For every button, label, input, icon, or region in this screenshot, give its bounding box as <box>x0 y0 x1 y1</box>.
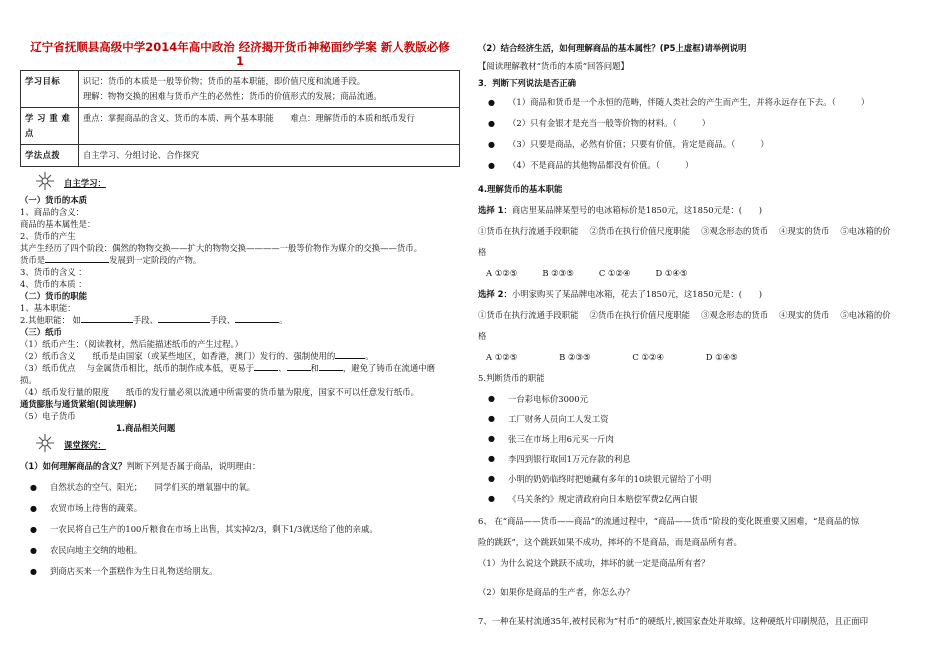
text-line: 1、商品的含义： <box>20 207 84 217</box>
judge-item: ● （4）不是商品的其他物品都没有价值。（ ） <box>478 155 938 176</box>
text-span: 2.其他职能： 如 <box>20 315 81 325</box>
table-line: 识记：货币的本质是一般等价物；货币的基本职能，即价值尺度和流通手段。 <box>83 76 366 86</box>
choice-answers: A ①②⑤ B ②③⑤ C ①②④ D ①④⑤ <box>486 268 688 278</box>
text-line: （1）纸币产生：（阅读教材，然后能描述纸币的产生过程。） <box>20 339 244 349</box>
text-line: 7、一种在某村流通35年,被村民称为”村币”的硬纸片,被国家查处并取缔。这种硬纸片印刷规范，且正面印 <box>478 616 868 626</box>
text-span: ，避免了铸币在流通中磨 <box>342 363 435 373</box>
table-line: 自主学习、分组讨论、合作探究 <box>83 150 200 160</box>
fill-blank[interactable] <box>81 314 133 323</box>
list-item: ● 农民向地主交纳的地租。 <box>20 540 460 561</box>
doc-title-line1: 辽宁省抚顺县高级中学2014年高中政治 经济揭开货币神秘面纱学案 新人教版必修 <box>30 40 450 54</box>
self-study-header <box>20 170 460 192</box>
text-line: （4）纸币发行量的限度 纸币的发行量必须以流通中所需要的货币量为限度，国家不可以任意发行纸币。 <box>20 387 419 397</box>
list-item: ● 农贸市场上待售的蔬菜。 <box>20 498 460 519</box>
table-head: 学法点拨 <box>21 145 79 167</box>
text-span: 货币是 <box>20 255 46 265</box>
question-title: （1）如何理解商品的含义？ <box>20 461 127 471</box>
text-span: 手段、 <box>210 315 236 325</box>
choice-question <box>478 200 938 221</box>
explore-title: 课堂探究： <box>64 440 106 450</box>
text-line: 6、 在“商品——货币——商品”的流通过程中，“商品——货币”阶段的变化既重要又困难，“是商品的惊 <box>478 516 860 526</box>
flower-deco-icon <box>34 432 60 454</box>
function-item: ● 小明的奶奶临终时把她藏有多年的10块银元留给了小明 <box>478 469 938 489</box>
section-heading: （二）货币的职能 <box>20 291 87 301</box>
text-span: 。 <box>365 351 374 361</box>
section-heading: 3．判断下列说法是否正确 <box>478 78 576 88</box>
fill-blank[interactable] <box>254 362 278 371</box>
fill-blank[interactable] <box>287 362 311 371</box>
function-item: ● 张三在市场上用6元买一斤肉 <box>478 429 938 449</box>
judge-item: ● （2）只有金银才是充当一般等价物的材料。（ ） <box>478 113 938 134</box>
flower-deco-icon <box>34 170 60 192</box>
list-item: ● 到商店买来一个蛋糕作为生日礼物送给朋友。 <box>20 561 460 582</box>
text-span: （3）纸币优点 与金属货币相比，纸币的制作成本低，更易于 <box>20 363 255 373</box>
list-item: ● 自然状态的空气、阳光； 同学们买的增氧器中的氧。 <box>20 477 460 498</box>
judge-item: ● （1）商品和货币是一个永恒的范畴，伴随人类社会的产生而产生，并将永远存在下去。（ ） <box>478 92 938 113</box>
list-item: ● 一农民将自己生产的100斤粮食在市场上出售，其实掉2/3，剩下1/3就送给了他的亲戚。 <box>20 519 460 540</box>
text-line: （1）为什么说这个跳跃不成功，摔坏的就一定是商品所有者？ <box>478 558 710 568</box>
section-heading: （一）货币的本质 <box>20 195 87 205</box>
question-text: 判断下列是否属于商品，说明理由： <box>126 461 261 471</box>
choice-text: 商店里某品牌某型号的电冰箱标价是1850元，这1850元是：( ) <box>511 205 763 215</box>
table-row <box>21 71 460 108</box>
right-column <box>478 40 938 632</box>
choice-text: 小明家购买了某品牌电冰箱，花去了1850元，这1850元是：( ) <box>511 289 763 299</box>
section-heading: 通货膨胀与通货紧缩(阅读理解) <box>20 399 137 409</box>
section-heading: 5.判断货币的职能 <box>478 373 545 383</box>
choice-options: ①货币在执行流通手段职能 ②货币在执行价值尺度职能 ③观念形态的货币 ④现实的货币 ⑤电冰箱的价 <box>478 310 891 320</box>
text-line <box>20 254 460 266</box>
text-span: 手段、 <box>132 315 159 325</box>
table-head: 学习目标 <box>21 71 79 108</box>
text-line: （2）如果你是商品的生产者，你怎么办？ <box>478 587 635 597</box>
text-line: 3、货币的含义 ： <box>20 267 87 277</box>
question-line <box>20 456 460 477</box>
fill-blank[interactable] <box>158 314 210 323</box>
function-item: ● 《马关条约》规定清政府向日本赔偿军费2亿两白银 <box>478 489 938 509</box>
section-heading: 4.理解货币的基本职能 <box>478 184 563 194</box>
text-line <box>20 314 460 326</box>
doc-title-line2: 1 <box>235 54 244 68</box>
section-heading: （三）纸币 <box>20 327 62 337</box>
table-line: 重点：掌握商品的含义、货币的本质、两个基本职能 难点：理解货币的本质和纸币发行 <box>83 113 415 123</box>
text-line <box>20 350 460 362</box>
table-cell <box>79 71 460 108</box>
table-line: 理解：物物交换的困难与货币产生的必然性；货币的价值形式的发展；商品流通。 <box>83 91 382 101</box>
function-item: ● 工厂财务人员向工人发工资 <box>478 409 938 429</box>
fill-blank[interactable] <box>319 362 343 371</box>
text-line: 其产生经历了四个阶段：偶然的物物交换——扩大的物物交换————一般等价物作为媒介的交换——货币。 <box>20 243 422 253</box>
fill-blank[interactable] <box>335 350 365 359</box>
choice-question <box>478 284 938 305</box>
text-line: （5）电子货币 <box>20 411 76 421</box>
question-title: （2）结合经济生活，如何理解商品的基本属性？(P5上虚框)请举例说明 <box>478 43 747 53</box>
function-item: ● 一台彩电标价3000元 <box>478 389 938 409</box>
text-span: 和 <box>310 363 319 373</box>
choice-options-cont: 格 <box>478 331 487 341</box>
choice-options-cont: 格 <box>478 247 487 257</box>
text-line: 1、基本职能： <box>20 303 76 313</box>
choice-label: 选择 2： <box>478 289 512 299</box>
table-cell <box>79 145 460 167</box>
text-span: 。 <box>279 315 288 325</box>
choice-options: ①货币在执行流通手段职能 ②货币在执行价值尺度职能 ③观念形态的货币 ④现实的货币 ⑤电冰箱的价 <box>478 226 891 236</box>
text-span: （2）纸币含义 纸币是由国家（或某些地区，如香港，澳门）发行的、强制使用的 <box>20 351 336 361</box>
text-span: 、 <box>278 363 287 373</box>
table-head: 学 习 重 难 点 <box>21 108 79 145</box>
table-cell <box>79 108 460 145</box>
text-line: 损。 <box>20 375 37 385</box>
self-study-title: 自主学习： <box>64 178 106 188</box>
objectives-table <box>20 70 460 167</box>
text-line: 2、货币的产生 <box>20 231 76 241</box>
choice-label: 选择 1： <box>478 205 512 215</box>
text-line: 险的跳跃”，这个跳跃如果不成功，摔坏的不是商品，而是商品所有者。 <box>478 537 742 547</box>
judge-item: ● （3）只要是商品，必然有价值；只要有价值，肯定是商品。（ ） <box>478 134 938 155</box>
text-line <box>20 362 460 374</box>
table-row <box>21 108 460 145</box>
fill-blank[interactable] <box>235 314 279 323</box>
text-line: 商品的基本属性是： <box>20 219 96 229</box>
text-span: 发展到一定阶段的产物。 <box>109 255 202 265</box>
section-heading: 1.商品相关问题 <box>116 423 176 433</box>
doc-title <box>20 40 460 68</box>
choice-answers: A ①②⑤ B ②③⑤ C ①②④ D ①④⑤ <box>486 352 738 362</box>
table-row <box>21 145 460 167</box>
fill-blank[interactable] <box>45 254 109 263</box>
function-item: ● 李四到银行取回1万元存款的利息 <box>478 449 938 469</box>
explore-header <box>20 434 460 454</box>
left-column <box>20 40 460 582</box>
text-line: 4、货币的本质 ： <box>20 279 87 289</box>
text-line: 【阅读理解教材“货币的本质”回答问题】 <box>478 61 629 71</box>
